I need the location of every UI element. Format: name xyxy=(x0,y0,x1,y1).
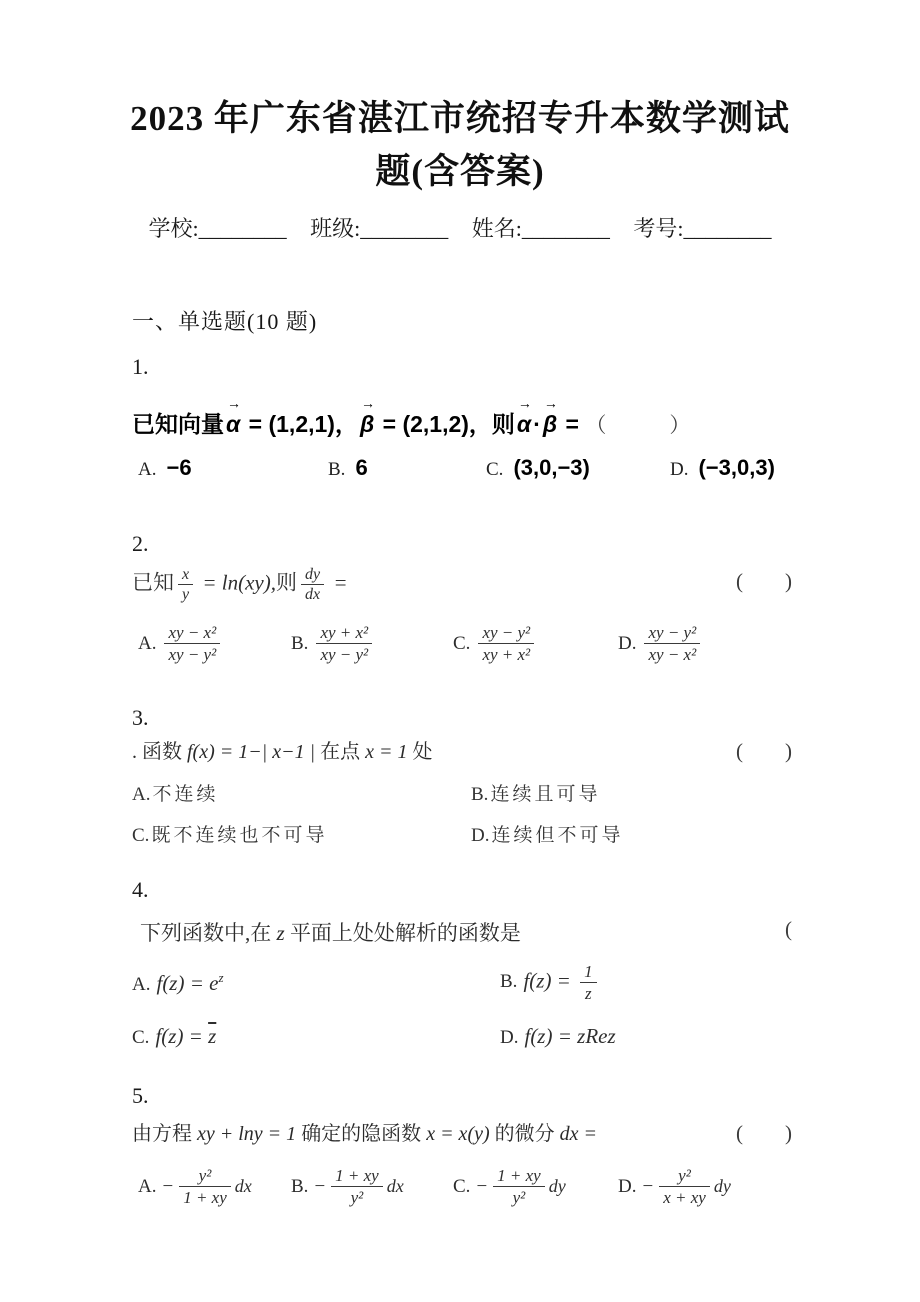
class-field xyxy=(310,212,448,243)
page-title-line2: 题(含答案) xyxy=(375,152,545,191)
q2-frac-dydx: $\frac{dy}{dx}$ xyxy=(301,565,324,604)
q1-stem-eq1: = (1,2,1)， xyxy=(242,411,358,437)
q2-stem-math xyxy=(132,565,348,604)
student-info-line xyxy=(0,212,920,243)
q1-vector-alpha: → α xyxy=(226,395,241,437)
name-blank: ________ xyxy=(521,216,610,241)
q1-vector-alpha2: → α xyxy=(516,395,532,437)
question-4-number: 4. xyxy=(132,877,149,902)
q1-option-b: B. 6 xyxy=(328,455,368,480)
q5-answer-paren: ( ) xyxy=(736,1121,792,1145)
q1-option-d: D. (−3,0,3) xyxy=(670,455,775,480)
question-2-stem xyxy=(132,565,792,604)
q5-option-a: A. − $\frac{\text{y²}}{1 + xy}$ dx xyxy=(138,1166,252,1207)
vector-arrow-icon: → xyxy=(360,395,375,411)
q5-option-b: B. − $\frac{1 + xy}{\text{y²}}$ dx xyxy=(291,1166,404,1207)
q1-answer-paren: （ ） xyxy=(585,414,691,437)
examno-label: 考号: xyxy=(633,216,684,241)
school-blank: ________ xyxy=(198,216,287,241)
examno-blank: ________ xyxy=(683,216,772,241)
question-5-stem xyxy=(132,1117,792,1147)
q4-option-a: A. $f(z) = e^z$ xyxy=(132,969,224,995)
q1-stem-eq2: = (2,1,2)， xyxy=(376,411,492,437)
q4-option-d: D. f(z) = zRez xyxy=(500,1024,616,1048)
q2-answer-paren: ( ) xyxy=(736,569,792,593)
q4-frac-1z: $\frac{1}{z}$ xyxy=(580,961,597,1004)
q5-option-c: C. − $\frac{1 + xy}{\text{y²}}$ dy xyxy=(453,1166,566,1207)
q2-stem-then: 则 xyxy=(276,570,297,595)
class-label: 班级: xyxy=(310,216,361,241)
class-blank: ________ xyxy=(360,216,449,241)
q3-option-c: C. 既不连续也不可导 xyxy=(132,825,328,846)
question-3-options xyxy=(132,779,792,847)
question-4-stem xyxy=(132,917,792,947)
q3-option-a: A. 不连续 xyxy=(132,784,219,805)
question-5-options xyxy=(132,1165,792,1208)
q1-vector-beta: → β xyxy=(359,395,375,437)
q1-stem-pre: 已知向量 xyxy=(132,411,224,437)
q2-stem-mid: = ln(xy), xyxy=(197,570,276,595)
q2-option-b: B. $\frac{\text{xy + x²}}{\text{xy − y²}}$ xyxy=(291,622,453,665)
q2-option-c: C. $\frac{\text{xy − y²}}{\text{xy + x²}}$ xyxy=(453,622,618,665)
q2-frac-xy: $\frac{x}{y}$ xyxy=(178,565,193,604)
q5-option-d: D. − $\frac{\text{y²}}{x + xy}$ dy xyxy=(618,1166,731,1207)
q1-stem-then: 则 xyxy=(491,411,515,437)
name-label: 姓名: xyxy=(471,216,522,241)
title-block xyxy=(0,0,920,198)
q4-answer-paren: ( xyxy=(785,917,792,941)
name-field xyxy=(472,212,610,243)
q3-option-d: D. 连续但不可导 xyxy=(471,825,624,846)
q4-option-c: C. $f(z) = \overline{z}$ xyxy=(132,1024,217,1048)
school-field xyxy=(149,212,287,243)
q2-stem-pre: 已知 xyxy=(132,570,174,595)
question-1-options xyxy=(132,455,792,481)
q3-answer-paren: ( ) xyxy=(736,739,792,763)
vector-arrow-icon: → xyxy=(517,395,532,411)
q2-option-a: A. $\frac{\text{xy − x²}}{\text{xy − y²}}$ xyxy=(138,622,291,665)
q1-option-a: A. −6 xyxy=(138,455,192,480)
q4-z-conjugate: $\overline{z}$ xyxy=(208,1024,217,1048)
section-heading: 一、单选题(10 题) xyxy=(132,309,318,334)
question-2-options xyxy=(132,622,792,665)
q1-stem-eq3: = xyxy=(559,411,579,437)
page-title-line1: 2023 年广东省湛江市统招专升本数学测试 xyxy=(130,99,790,138)
q2-option-d: D. $\frac{\text{xy − y²}}{\text{xy − x²}}$ xyxy=(618,622,792,665)
q3-option-b: B. 连续且可导 xyxy=(471,784,601,805)
school-label: 学校: xyxy=(148,216,199,241)
q5-stem-text: 由方程 xy + lny = 1 确定的隐函数 x = x(y) 的微分 dx = xyxy=(132,1123,598,1145)
q1-option-c: C. (3,0,−3) xyxy=(486,455,590,480)
examno-field xyxy=(633,212,771,243)
questions-content xyxy=(0,305,920,1208)
question-1-stem xyxy=(132,390,792,439)
question-3-stem xyxy=(132,735,792,765)
question-4-options xyxy=(132,961,792,1049)
question-2-number: 2. xyxy=(132,531,149,556)
vector-arrow-icon: → xyxy=(543,395,558,411)
vector-arrow-icon: → xyxy=(227,395,241,411)
q2-stem-end: = xyxy=(328,570,348,595)
q4-stem-text: 下列函数中,在 z 平面上处处解析的函数是 xyxy=(140,921,521,945)
q1-stem-dot: · xyxy=(533,411,541,437)
question-5-number: 5. xyxy=(132,1083,149,1108)
question-1-number: 1. xyxy=(132,354,149,379)
q1-vector-beta2: → β xyxy=(542,395,558,437)
q4-option-b: B. f(z) = $\frac{1}{z}$ xyxy=(500,961,792,1004)
q3-stem-text: . 函数 f(x) = 1−| x−1 | 在点 x = 1 处 xyxy=(132,741,433,763)
question-3-number: 3. xyxy=(132,705,149,730)
